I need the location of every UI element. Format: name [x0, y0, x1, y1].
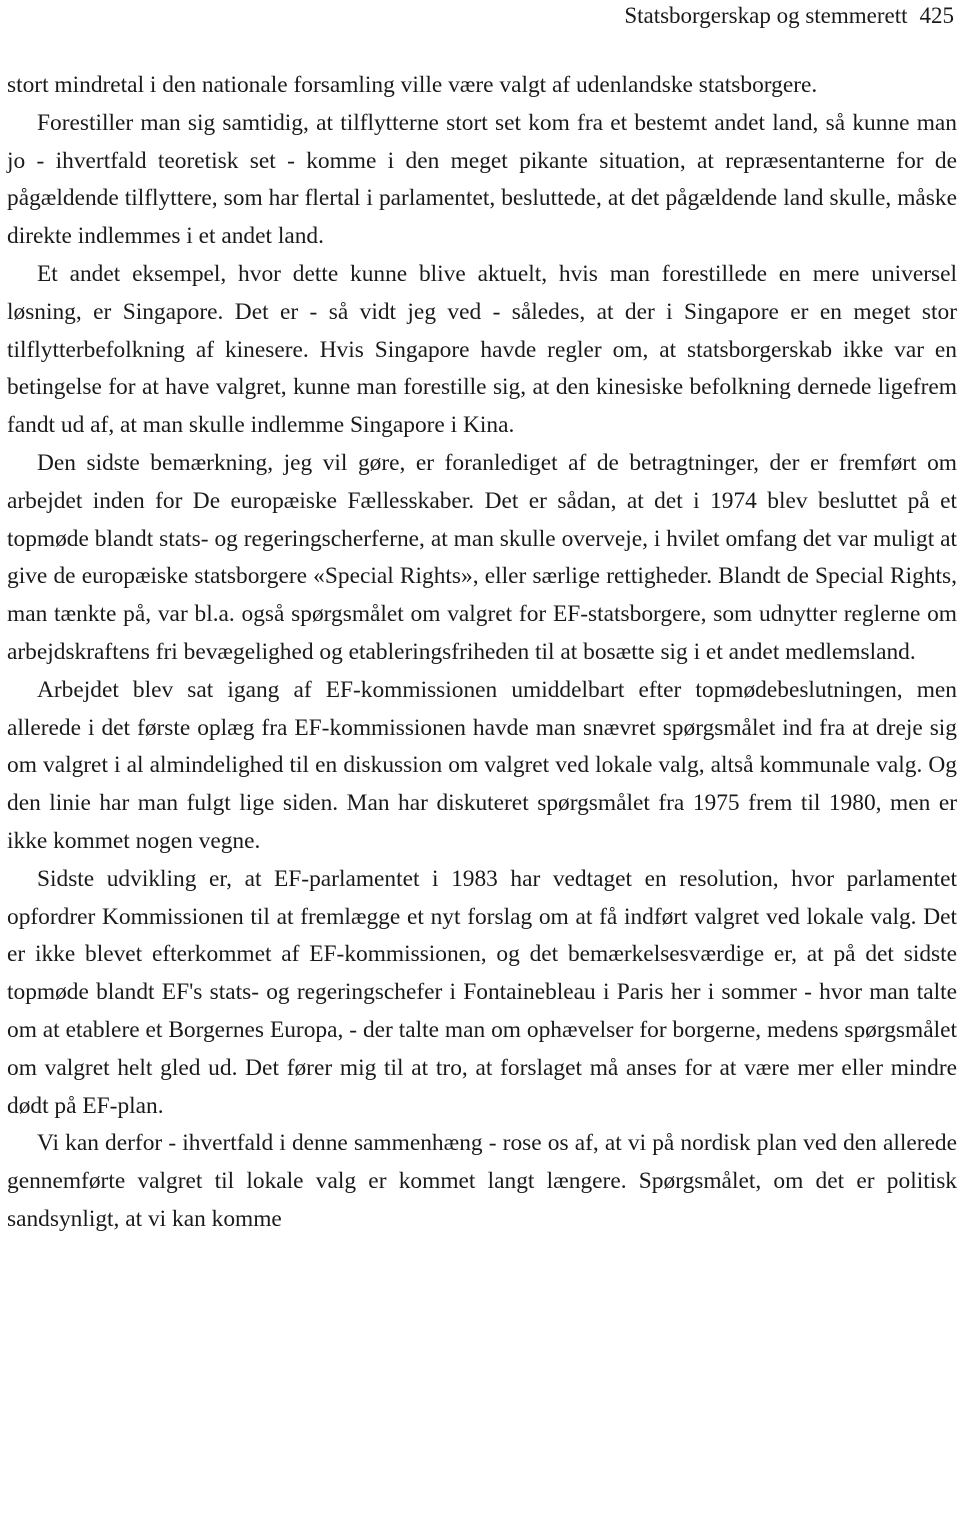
- running-head-title: Statsborgerskap og stemmerett: [624, 3, 908, 28]
- body-text: [7, 67, 957, 1239]
- paragraph: stort mindretal i den nationale forsamling ville være valgt af udenlandske statsborgere.: [7, 72, 818, 98]
- paragraph: Arbejdet blev sat igang af EF-kommissionen umiddelbart efter topmødebeslutningen, men allerede i det første oplæg fra EF-kommissionen havde man snævret spørgsmålet ind fra at dreje sig om valgret i al almindelighed til en diskussion om valgret ved lokale valg, altså kommunale valg. Og den linie har man fulgt lige siden. Man har diskuteret spørgsmålet fra 1975 frem til 1980, men er ikke kommet nogen vegne.: [7, 676, 957, 854]
- running-head: [624, 2, 954, 30]
- paragraph: Et andet eksempel, hvor dette kunne blive aktuelt, hvis man forestillede en mere universel løsning, er Singapore. Det er - så vidt jeg ved - således, at der i Singapore er en meget stor tilflytterbefolkning af kinesere. Hvis Singapore havde regler om, at statsborgerskab ikke var en betingelse for at have valgret, kunne man forestille sig, at den kinesiske befolkning dernede ligefrem fandt ud af, at man skulle indlemme Singapore i Kina.: [7, 260, 957, 439]
- page-number: 425: [919, 3, 954, 28]
- paragraph: Vi kan derfor - ihvertfald i denne sammenhæng - rose os af, at vi på nordisk plan ved den allerede gennemførte valgret til lokale valg er kommet langt længere. Spørgsmålet, om det er politisk sandsynligt, at vi kan komme: [7, 1130, 957, 1232]
- paragraph: Forestiller man sig samtidig, at tilflytterne stort set kom fra et bestemt andet land, så kunne man jo - ihvertfald teoretisk set - komme i den meget pikante situation, at repræsentanterne for de pågældende tilflyttere, som har flertal i parlamentet, besluttede, at det pågældende land skulle, måske direkte indlemmes i et andet land.: [7, 109, 957, 250]
- paragraph: Sidste udvikling er, at EF-parlamentet i 1983 har vedtaget en resolution, hvor parlamentet opfordrer Kommissionen til at fremlægge et nyt forslag om at få indført valgret ved lokale valg. Det er ikke blevet efterkommet af EF-kommissionen, og det bemærkelsesværdige er, at på det sidste topmøde blandt EF's stats- og regeringschefer i Fontainebleau i Paris her i sommer - hvor man talte om at etablere et Borgernes Europa, - der talte man om ophævelser for borgerne, medens spørgsmålet om valgret helt gled ud. Det fører mig til at tro, at forslaget må anses for at være mer eller mindre dødt på EF-plan.: [7, 865, 957, 1119]
- paragraph: Den sidste bemærkning, jeg vil gøre, er foranlediget af de betragtninger, der er fremført om arbejdet inden for De europæiske Fællesskaber. Det er sådan, at det i 1974 blev besluttet på et topmøde blandt stats- og regeringscherferne, at man skulle overveje, i hvilet omfang det var muligt at give de europæiske statsborgere «Special Rights», eller særlige rettigheder. Blandt de Special Rights, man tænkte på, var bl.a. også spørgsmålet om valgret for EF-statsborgere, som udnytter reglerne om arbejdskraftens fri bevægelighed og etableringsfriheden til at bosætte sig i et andet medlemsland.: [7, 449, 957, 665]
